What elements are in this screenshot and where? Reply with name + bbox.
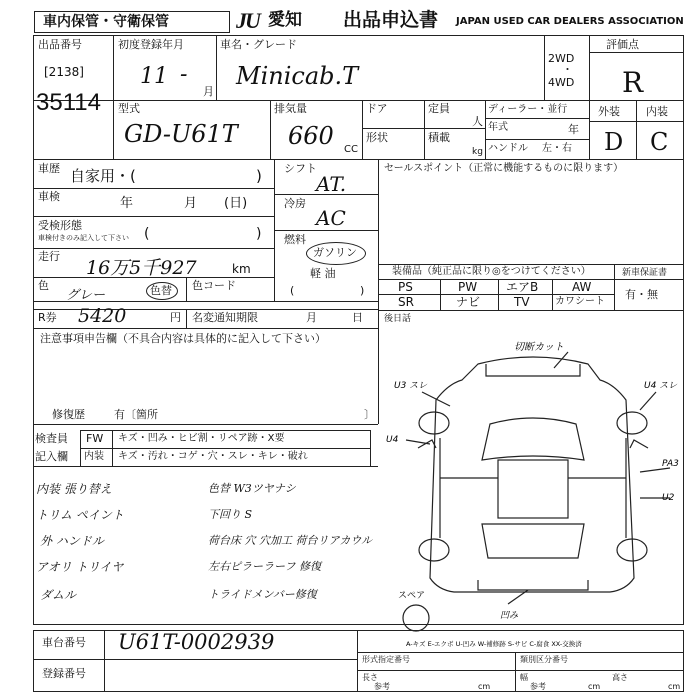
acceptance-label: 受検形態 [38,219,82,232]
equip-sr: SR [398,295,414,309]
fuel-label: 燃料 [284,233,306,246]
recycle-label: R券 [38,311,57,324]
score-label: 評価点 [606,38,639,51]
inspection-month: 月 [184,196,198,211]
fuel-gas-circle [306,242,366,265]
inspection-year: 年 [120,196,134,211]
fuel-other-close: ) [360,284,365,297]
doors-label: ドア [366,102,388,115]
exterior-value: D [604,128,624,156]
type-label: 型式 [118,102,140,115]
inspector-label-2: 記入欄 [35,450,68,463]
int-label: 内装 [84,451,104,462]
equip-aw: AW [572,280,592,294]
equipment-label: 装備品（純正品に限り◎をつけてください） [392,266,591,277]
int-items: キズ・汚れ・コゲ・穴・スレ・キレ・破れ [118,451,308,462]
model-value: Minicab.T [236,62,359,90]
equip-tv: TV [514,295,530,309]
mileage-label: 走行 [38,250,60,263]
repair-label: 修復歴 [52,408,85,421]
repair-value: 有〔箇所 [114,408,158,421]
hand-right-3: 荷台床 穴 穴加工 荷台リアカウル [208,534,373,547]
length-cm: cm [478,682,491,691]
shape-label: 形状 [366,131,388,144]
capacity-unit: 人 [472,115,483,128]
mileage-unit: km [232,262,251,276]
form-number-label: 形式指定番号 [362,655,410,664]
inspection-label: 車検 [38,190,60,203]
handle-options: 左・右 [542,143,572,154]
class-number-label: 類別区分番号 [520,655,568,664]
diagram-left-b: U4 [386,435,399,445]
diagram-legend: A-キズ E-エクボ U-凹み W-補修跡 S-サビ C-腐食 XX-交換済 [406,640,582,648]
sales-point-label: セールスポイント（正常に機能するものに限ります） [384,163,624,174]
association-name: JAPAN USED CAR DEALERS ASSOCIATION [456,16,684,27]
spare-label: スペア [398,591,426,601]
handle-label: ハンドル [488,143,528,154]
ac-value: AC [316,206,346,230]
hand-note-1: 内装 張り替え [36,482,112,496]
fw-items: キズ・凹み・ヒビ割・リペア跡・X要 [118,433,285,444]
recycle-unit: 円 [170,311,181,324]
inspection-day: (日) [224,196,248,211]
history-label: 車歴 [38,162,60,175]
hand-right-4: 左右ピラーラーフ 修復 [208,560,321,573]
drive-2wd: 2WD [548,52,575,65]
displacement-label: 排気量 [274,102,307,115]
model-label: 車名・グレード [220,38,297,51]
equip-pw: PW [458,280,478,294]
mileage-value: 16万5千927 [86,257,197,279]
score-value: R [622,66,644,99]
diagram-right-b: PA3 [662,459,679,469]
repair-close: 〕 [364,408,375,421]
cc-unit: CC [344,144,358,155]
width-ref: 参考 [530,682,546,691]
acceptance-close: ) [256,226,262,242]
length-label: 長さ [362,673,378,682]
type-value: GD-U61T [124,120,238,148]
load-unit: kg [472,147,483,157]
year-unit: 年 [568,123,579,136]
chassis-label: 車台番号 [42,636,86,649]
rear-seat-label: 後日話 [384,314,412,324]
warranty-value: 有・無 [625,288,658,301]
color-change-circle [146,282,178,300]
equip-airbag: エアB [506,280,539,294]
acceptance-open: ( [144,226,150,242]
hand-note-5: ダムル [40,588,77,602]
fuel-gas: ガソリン [313,246,357,259]
displacement-value: 660 [288,122,334,150]
hand-note-3: 外 ハンドル [40,534,104,548]
exterior-label: 外装 [598,105,620,118]
color-label: 色 [38,279,49,292]
history-close: ) [256,167,262,185]
lot-number: 35114 [36,89,101,116]
hand-right-2: 下回り S [208,508,253,521]
lot-label: 出品番号 [38,38,82,51]
acceptance-sub: 車検付きのみ記入して下さい [38,234,129,242]
inspector-label-1: 検査員 [35,432,68,445]
hand-note-2: トリム ペイント [36,508,124,522]
fuel-other-open: ( [290,284,295,297]
width-cm: cm [588,682,601,691]
lot-sub: [2138] [44,65,84,79]
dealer-label: ディーラー・並行 [488,104,568,115]
recycle-value: 5420 [78,305,127,327]
shift-value: AT. [316,172,347,196]
reg-label: 登録番号 [42,667,86,680]
diagram-left-a: U3 スレ [394,381,428,391]
fuel-diesel: 軽 油 [310,267,336,280]
equip-ps: PS [398,280,413,294]
hand-note-4: アオリ トリイヤ [36,560,124,574]
interior-label: 内装 [646,105,668,118]
diagram-top-note: 切断カット [514,342,564,353]
first-reg-value: 11 [140,64,168,89]
length-ref: 参考 [374,682,390,691]
load-label: 積載 [428,131,450,144]
month-unit: 月 [203,85,214,98]
interior-value: C [650,128,669,156]
form-title: 出品申込書 [343,9,439,31]
height-cm: cm [668,682,681,691]
hand-right-5: トライドメンバー修復 [208,588,317,601]
height-label: 高さ [612,673,628,682]
deadline-month: 月 [306,311,317,324]
storage-note: 車内保管・守衛保管 [43,14,169,30]
chassis-value: U61T-0002939 [118,630,275,654]
history-value: 自家用・( [70,167,136,185]
diagram-right-a: U4 スレ [644,381,678,391]
storage-note-box [34,11,230,33]
shift-label: シフト [284,162,317,175]
deadline-label: 名変通知期限 [192,311,258,324]
diagram-right-c: U2 [662,493,675,503]
ac-label: 冷房 [284,197,306,210]
hand-right-1: 色替 W3ツヤナシ [208,482,296,495]
warranty-label: 新車保証書 [622,268,668,278]
diagram-bottom-mark: 凹み [500,611,519,621]
color-change: 色替 [150,284,172,297]
capacity-label: 定員 [428,102,450,115]
fw-label: FW [86,432,104,445]
color-code-label: 色コード [192,279,236,292]
equip-seat: カワシート [555,296,605,307]
equip-navi: ナビ [456,295,481,309]
notes-label: 注意事項申告欄（不具合内容は具体的に記入して下さい） [40,332,326,345]
width-label: 幅 [520,673,528,682]
logo-text: 愛知 [268,10,302,30]
first-reg-label: 初度登録年月 [118,38,184,51]
ju-logo-mark: JU [236,8,259,33]
first-reg-dash: - [180,62,188,87]
drive-sep: ・ [562,63,573,76]
year-label: 年式 [488,122,508,133]
drive-4wd: 4WD [548,76,575,89]
car-diagram [378,328,684,648]
color-value: グレー [66,288,106,303]
deadline-day: 日 [352,311,363,324]
